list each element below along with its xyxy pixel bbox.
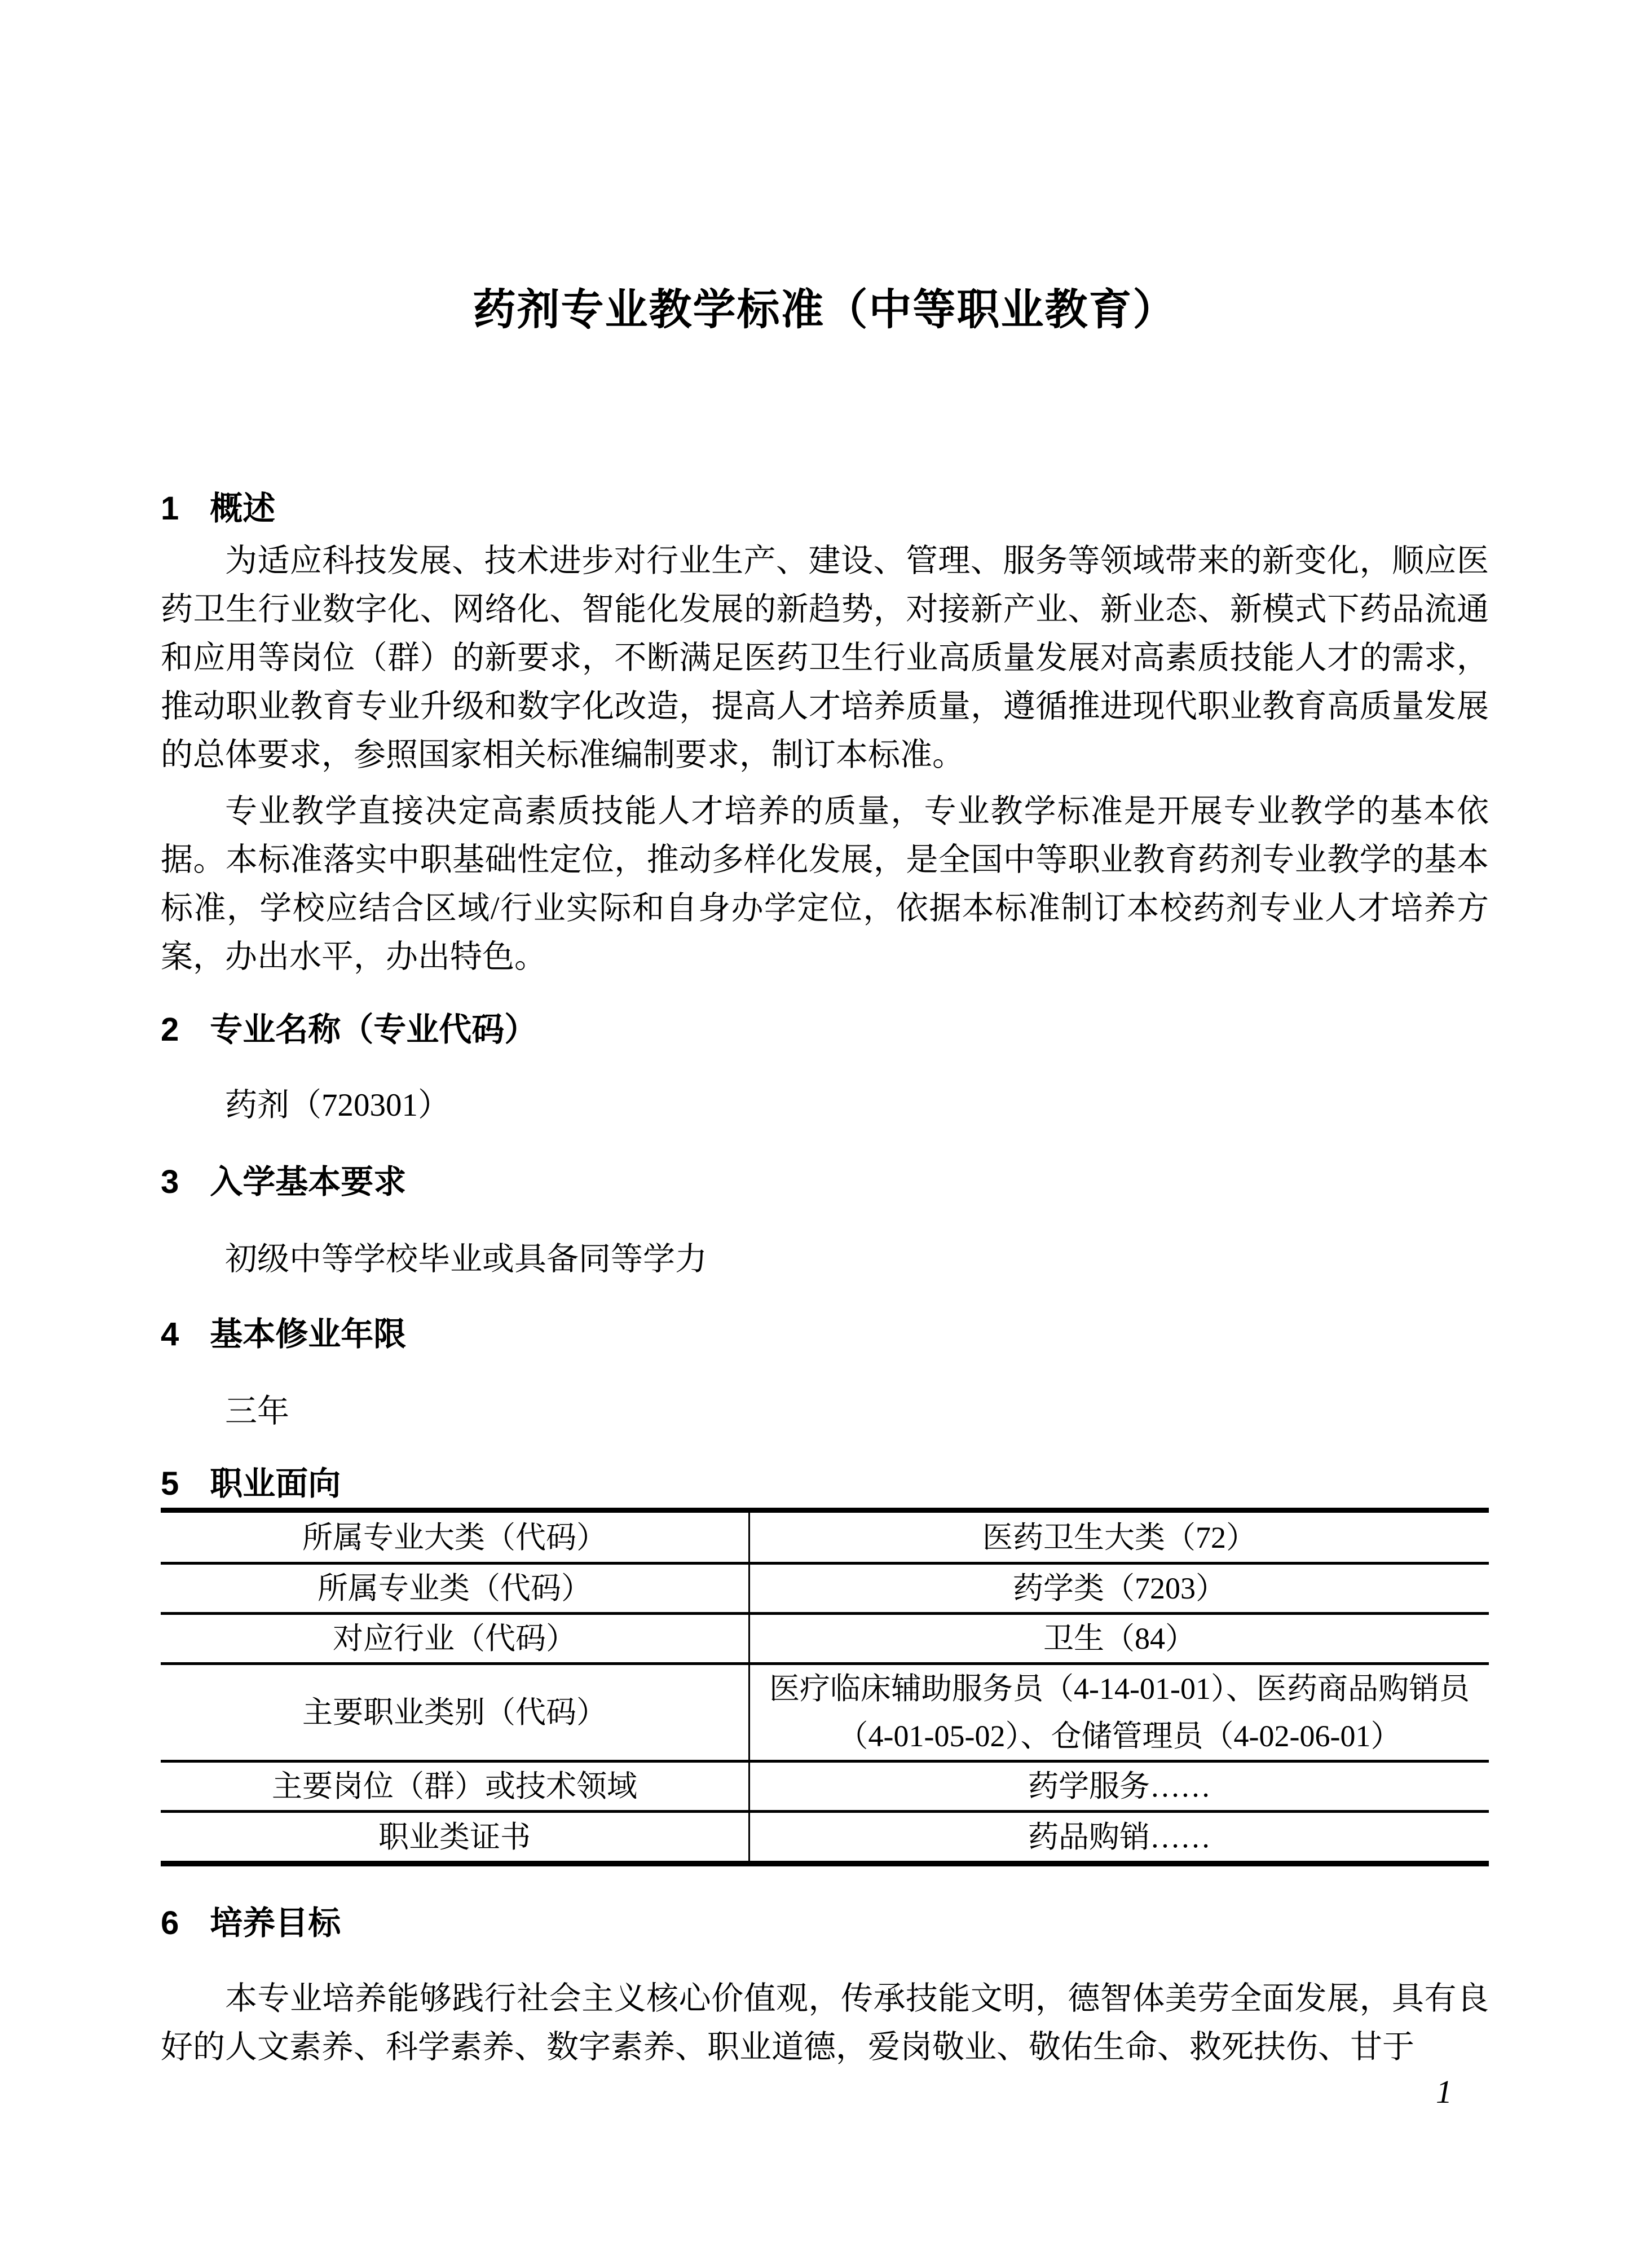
section-6-paragraph-1: 本专业培养能够践行社会主义核心价值观，传承技能文明，德智体美劳全面发展，具有良好的人文素养、科学素养、数字素养、职业道德，爱岗敬业、敬佑生命、救死扶伤、甘于: [161, 1981, 1489, 2066]
section-4-heading: [161, 1314, 1489, 1355]
section-4-title: 基本修业年限: [210, 1316, 407, 1353]
row-value: 医疗临床辅助服务员（4-14-01-01）、医药商品购销员（4-01-05-02）、仓储管理员（4-02-06-01）: [749, 1664, 1489, 1761]
section-3-number: 3: [161, 1164, 179, 1201]
row-label: 对应行业（代码）: [161, 1614, 749, 1664]
row-value: 药学类（7203）: [749, 1564, 1489, 1614]
row-label: 主要职业类别（代码）: [161, 1664, 749, 1761]
entry-requirement: 初级中等学校毕业或具备同等学力: [225, 1241, 707, 1278]
section-2-heading: [161, 1010, 1489, 1050]
table-row: [161, 1664, 1489, 1761]
section-2-number: 2: [161, 1011, 179, 1049]
page-number: 1: [1436, 2073, 1452, 2111]
row-value: 药品购销……: [749, 1812, 1489, 1864]
row-label: 主要岗位（群）或技术领域: [161, 1761, 749, 1812]
document-title: 药剂专业教学标准（中等职业教育）: [473, 287, 1177, 334]
section-3-heading: [161, 1162, 1489, 1203]
row-label: 职业类证书: [161, 1812, 749, 1864]
section-3-title: 入学基本要求: [210, 1164, 407, 1201]
major-name-and-code: 药剂（720301）: [225, 1087, 450, 1124]
row-label: 所属专业类（代码）: [161, 1564, 749, 1614]
section-5-number: 5: [161, 1465, 179, 1503]
section-5-title: 职业面向: [210, 1465, 341, 1503]
table-row: [161, 1614, 1489, 1664]
section-1-heading: [161, 488, 1489, 529]
section-6-title: 培养目标: [210, 1905, 341, 1942]
section-6-number: 6: [161, 1905, 179, 1942]
section-1-title: 概述: [210, 490, 276, 527]
section-4-number: 4: [161, 1316, 179, 1353]
section-1-paragraph-1: 为适应科技发展、技术进步对行业生产、建设、管理、服务等领域带来的新变化，顺应医药卫生行业数字化、网络化、智能化发展的新趋势，对接新产业、新业态、新模式下药品流通和应用等岗位（群）的新要求，不断满足医药卫生行业高质量发展对高素质技能人才的需求，推动职业教育专业升级和数字化改造，提高人才培养质量，遵循推进现代职业教育高质量发展的总体要求，参照国家相关标准编制要求，制订本标准。: [161, 543, 1489, 773]
row-label: 所属专业大类（代码）: [161, 1510, 749, 1564]
table-row: [161, 1510, 1489, 1564]
table-row: [161, 1812, 1489, 1864]
section-1-paragraph-2: 专业教学直接决定高素质技能人才培养的质量，专业教学标准是开展专业教学的基本依据。本标准落实中职基础性定位，推动多样化发展，是全国中等职业教育药剂专业教学的基本标准，学校应结合区域/行业实际和自身办学定位，依据本标准制订本校药剂专业人才培养方案，办出水平，办出特色。: [161, 794, 1489, 975]
section-5-heading: [161, 1464, 1489, 1504]
section-6-heading: [161, 1903, 1489, 1944]
study-duration: 三年: [225, 1394, 289, 1430]
row-value: 卫生（84）: [749, 1614, 1489, 1664]
row-value: 药学服务……: [749, 1761, 1489, 1812]
section-1-number: 1: [161, 490, 179, 527]
table-row: [161, 1564, 1489, 1614]
career-orientation-table: [161, 1508, 1489, 1866]
table-row: [161, 1761, 1489, 1812]
section-2-title: 专业名称（专业代码）: [210, 1011, 537, 1049]
row-value: 医药卫生大类（72）: [982, 1520, 1256, 1554]
